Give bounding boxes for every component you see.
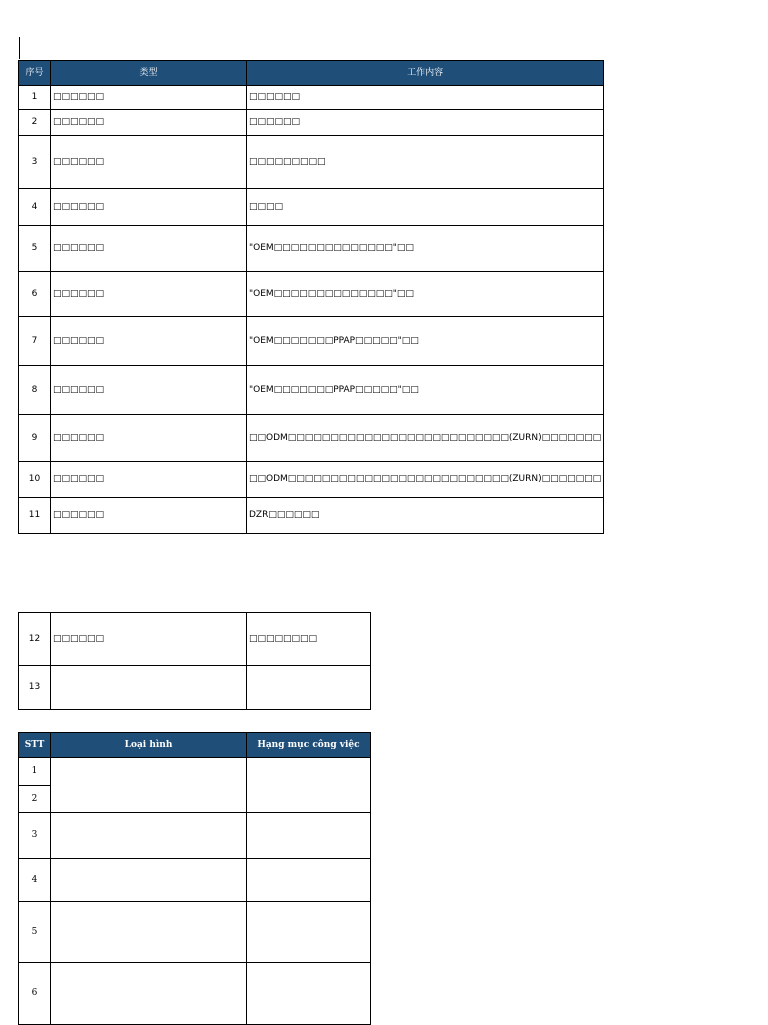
cell-type[interactable]: □□□□□□ [51,226,247,272]
cell-type[interactable]: □□□□□□ [51,498,247,534]
cell-work[interactable]: □□□□□□□□ [247,613,371,666]
table-row [19,272,604,317]
cell-type[interactable]: □□□□□□ [51,317,247,366]
cell-type[interactable]: □□□□□□ [51,86,247,110]
cell-type[interactable]: □□□□□□ [51,366,247,415]
cell-work[interactable] [247,813,371,859]
header-row [19,733,371,758]
cell-no[interactable]: 5 [19,226,51,272]
header-work[interactable]: 工作内容 [247,61,604,86]
cell-no[interactable]: 3 [19,136,51,189]
table-row [19,110,604,136]
cell-work[interactable]: "OEM□□□□□□□□□□□□□□"□□ [247,226,604,272]
table-row [19,666,371,710]
cell-work[interactable] [247,902,371,963]
cell-type[interactable]: □□□□□□ [51,613,247,666]
cell-work[interactable] [247,859,371,902]
cell-work[interactable] [247,963,371,1025]
cell-no[interactable]: 1 [19,758,51,786]
work-items-table-continued [18,612,371,710]
cell-no[interactable]: 10 [19,462,51,498]
cell-no[interactable]: 5 [19,902,51,963]
cell-no[interactable]: 6 [19,272,51,317]
cell-work[interactable] [247,666,371,710]
cell-type[interactable] [51,902,247,963]
cell-type[interactable]: □□□□□□ [51,136,247,189]
header-type[interactable]: 类型 [51,61,247,86]
table-row [19,226,604,272]
cell-type[interactable] [51,813,247,859]
cell-no[interactable]: 4 [19,859,51,902]
table-row [19,902,371,963]
table-row [19,859,371,902]
cell-no[interactable]: 2 [19,786,51,813]
cell-work[interactable]: "OEM□□□□□□□PPAP□□□□□"□□ [247,366,604,415]
header-loai-hinh[interactable]: Loại hình [51,733,247,758]
table-row [19,136,604,189]
header-stt[interactable]: STT [19,733,51,758]
table-row [19,189,604,226]
cell-work[interactable]: □□□□□□ [247,86,604,110]
table-row [19,462,604,498]
cell-type[interactable] [51,666,247,710]
cell-type[interactable] [51,963,247,1025]
table-row [19,813,371,859]
table-row [19,366,604,415]
cell-no[interactable]: 1 [19,86,51,110]
text-cursor [19,37,20,59]
cell-no[interactable]: 13 [19,666,51,710]
cell-type[interactable]: □□□□□□ [51,415,247,462]
table-row [19,86,604,110]
header-hang-muc[interactable]: Hạng mục công việc [247,733,371,758]
cell-work[interactable]: DZR□□□□□□ [247,498,604,534]
cell-type[interactable] [51,859,247,902]
cell-work[interactable]: □□□□ [247,189,604,226]
cell-type-merged[interactable] [51,758,247,813]
cell-type[interactable]: □□□□□□ [51,189,247,226]
table-row [19,498,604,534]
cell-no[interactable]: 2 [19,110,51,136]
table-row [19,758,371,786]
cell-type[interactable]: □□□□□□ [51,462,247,498]
table-row [19,963,371,1025]
cell-work[interactable]: □□ODM□□□□□□□□□□□□□□□□□□□□□□□□□□(ZURN)□□□□□□□ [247,462,604,498]
table-row [19,613,371,666]
cell-no[interactable]: 9 [19,415,51,462]
cell-work[interactable]: "OEM□□□□□□□PPAP□□□□□"□□ [247,317,604,366]
vietnamese-work-items-table [18,732,371,1025]
header-row [19,61,604,86]
table-row [19,317,604,366]
cell-no[interactable]: 8 [19,366,51,415]
cell-work[interactable]: □□□□□□□□□ [247,136,604,189]
cell-work[interactable]: "OEM□□□□□□□□□□□□□□"□□ [247,272,604,317]
table-row [19,415,604,462]
cell-type[interactable]: □□□□□□ [51,110,247,136]
cell-work[interactable]: □□ODM□□□□□□□□□□□□□□□□□□□□□□□□□□(ZURN)□□□□□□□ [247,415,604,462]
header-no[interactable]: 序号 [19,61,51,86]
cell-type[interactable]: □□□□□□ [51,272,247,317]
cell-no[interactable]: 11 [19,498,51,534]
work-items-table [18,60,604,534]
cell-no[interactable]: 6 [19,963,51,1025]
cell-no[interactable]: 3 [19,813,51,859]
cell-work-merged[interactable] [247,758,371,813]
cell-no[interactable]: 7 [19,317,51,366]
cell-no[interactable]: 4 [19,189,51,226]
cell-no[interactable]: 12 [19,613,51,666]
cell-work[interactable]: □□□□□□ [247,110,604,136]
